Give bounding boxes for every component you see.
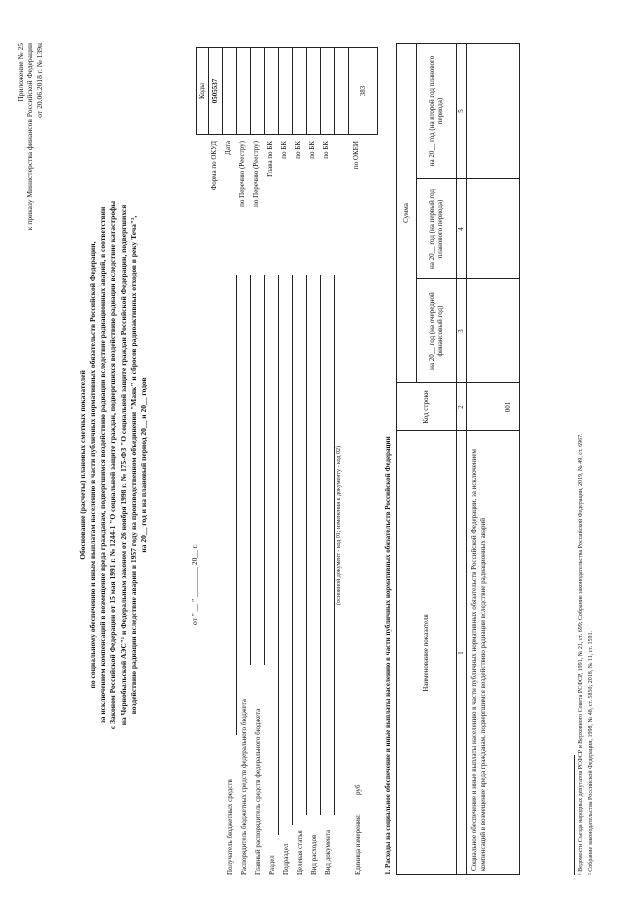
okei-label: по ОКЕИ xyxy=(352,141,360,170)
rotated-form xyxy=(8,15,628,895)
field-vid-rashodov: Вид расходов xyxy=(310,834,318,875)
unit-label: Единица измерения: xyxy=(354,814,362,875)
podrazdel-fill-line[interactable] xyxy=(292,275,293,825)
field-razdel: Раздел xyxy=(268,855,276,875)
okei-code: 383 xyxy=(358,85,367,97)
reestr-label-2: по Перечню (Реестру) xyxy=(252,141,260,207)
document-title xyxy=(78,95,149,835)
okud-code: 0505537 xyxy=(210,78,219,104)
date-label: Дата xyxy=(224,141,232,155)
table-row-name: Социальное обеспечение и иные выплаты населению в части публичных нормативных обязательств Российской Федерации, за исключением компенсаций в возмещение вреда гражданам, подвергшимся воздействию радиации вследствие радиационных аварий xyxy=(470,449,488,871)
title-line-3: за исключением компенсаций в возмещение вреда гражданам, подвергшимся воздействию радиации вследствие радиационных аварий, в соответствии xyxy=(98,206,108,724)
section-heading: 1. Расходы на социальное обеспечение и иные выплаты населению в части публичных нормативных обязательств Российской Федерации xyxy=(384,436,392,875)
vid-documenta-fill-line[interactable] xyxy=(334,275,335,815)
podrazdel-bk-label: по БК xyxy=(294,141,302,159)
title-line-5: на Чернобыльской АЭС"¹ и Федеральным законом от 26 ноября 1998 г. № 175-ФЗ "О социальной защите граждан Российской Федерации, подвергшихся xyxy=(118,204,128,726)
doc-type-hint: (основной документ - код 01; изменения к документу - код 02) xyxy=(336,446,342,605)
title-line-6: воздействию радиации вследствие аварии в 1957 году на производственном объединении "Маяк" и сбросов радиоактивных отходов в реку Теча"², xyxy=(128,215,138,715)
title-line-1: Обоснование (расчеты) плановых сметных показателей xyxy=(78,370,87,560)
th-code: Код строки xyxy=(421,390,430,424)
title-line-2: по социальному обеспечению и иным выплатам населению в части публичных нормативных обязательств Российской Федерации, xyxy=(88,241,98,689)
razdel-bk-label: по БК xyxy=(280,141,288,159)
th-name: Наименование показателя xyxy=(421,614,430,692)
document-date: от " __ " ________ 20__ г. xyxy=(190,544,199,625)
footnote-1: ¹ Ведомости Съезда народных депутатов РСФСР и Верховного Совета РСФСР, 1991, № 21, ст. 699; Собрание законодательства Российской Федерации, 2019, № 49, ст. 6967. xyxy=(578,433,584,875)
col-num-3: 3 xyxy=(456,329,465,333)
col-num-4: 4 xyxy=(456,227,465,231)
footnote-2: ² Собрание законодательства Российской Федерации, 1998, № 48, ст. 5850; 2018, № 11, ст. 1591. xyxy=(588,630,594,875)
field-vid-documenta: Вид документа xyxy=(324,829,332,875)
appendix-line-1: Приложение № 25 xyxy=(16,43,25,102)
recipient-fill-line[interactable] xyxy=(236,275,237,735)
vid-rashodov-fill-line[interactable] xyxy=(320,275,321,815)
th-year-2: на 20__ год (на первый год планового периода) xyxy=(427,189,444,270)
th-year-3: на 20__ год (на второй год планового периода) xyxy=(427,55,444,167)
cel-bk-label: по БК xyxy=(308,141,316,159)
appendix-block xyxy=(16,43,44,343)
glava-label: Глава по БК xyxy=(266,141,274,177)
field-manager: Распорядитель бюджетных средств федерального бюджета xyxy=(240,699,248,875)
field-podrazdel: Подраздел xyxy=(282,843,290,875)
cell-year-1-value[interactable] xyxy=(467,280,519,382)
col-num-1: 1 xyxy=(456,651,465,655)
field-chief: Главный распорядитель средств федерального бюджета xyxy=(254,708,262,875)
title-line-7: на 20__ год и на плановый период 20__ и 20__ годов xyxy=(138,377,148,553)
manager-fill-line[interactable] xyxy=(250,275,251,665)
cel-fill-line[interactable] xyxy=(306,275,307,815)
cell-year-2-value[interactable] xyxy=(467,180,519,278)
title-line-4: с Законом Российской Федерации от 15 мая 1991 г. № 1244-1 "О социальной защите граждан, подвергшихся воздействию радиации вследствие катастрофы xyxy=(108,200,118,730)
okud-label: Форма по ОКУД xyxy=(210,141,218,191)
cell-year-3-value[interactable] xyxy=(467,44,519,178)
chief-fill-line[interactable] xyxy=(264,275,265,665)
th-year-1: на 20__ год (на очередной финансовый год) xyxy=(427,292,444,370)
field-cel: Целевая статья xyxy=(296,830,304,875)
th-sum: Сумма xyxy=(401,203,410,223)
vid-bk-label: по БК xyxy=(322,141,330,159)
appendix-line-3: от 20.06.2018 г. № 139н xyxy=(34,43,44,118)
col-num-5: 5 xyxy=(456,109,465,113)
unit-value: руб xyxy=(354,784,362,795)
razdel-fill-line[interactable] xyxy=(278,275,279,835)
appendix-line-2: к приказу Министерства финансов Российской Федерации xyxy=(25,43,35,231)
codes-header: Коды xyxy=(197,83,206,99)
reestr-label-1: по Перечню (Реестру) xyxy=(238,141,246,207)
field-recipient: Получатель бюджетных средств xyxy=(226,779,234,875)
table-row-code: 001 xyxy=(503,401,512,413)
col-num-2: 2 xyxy=(456,405,465,409)
